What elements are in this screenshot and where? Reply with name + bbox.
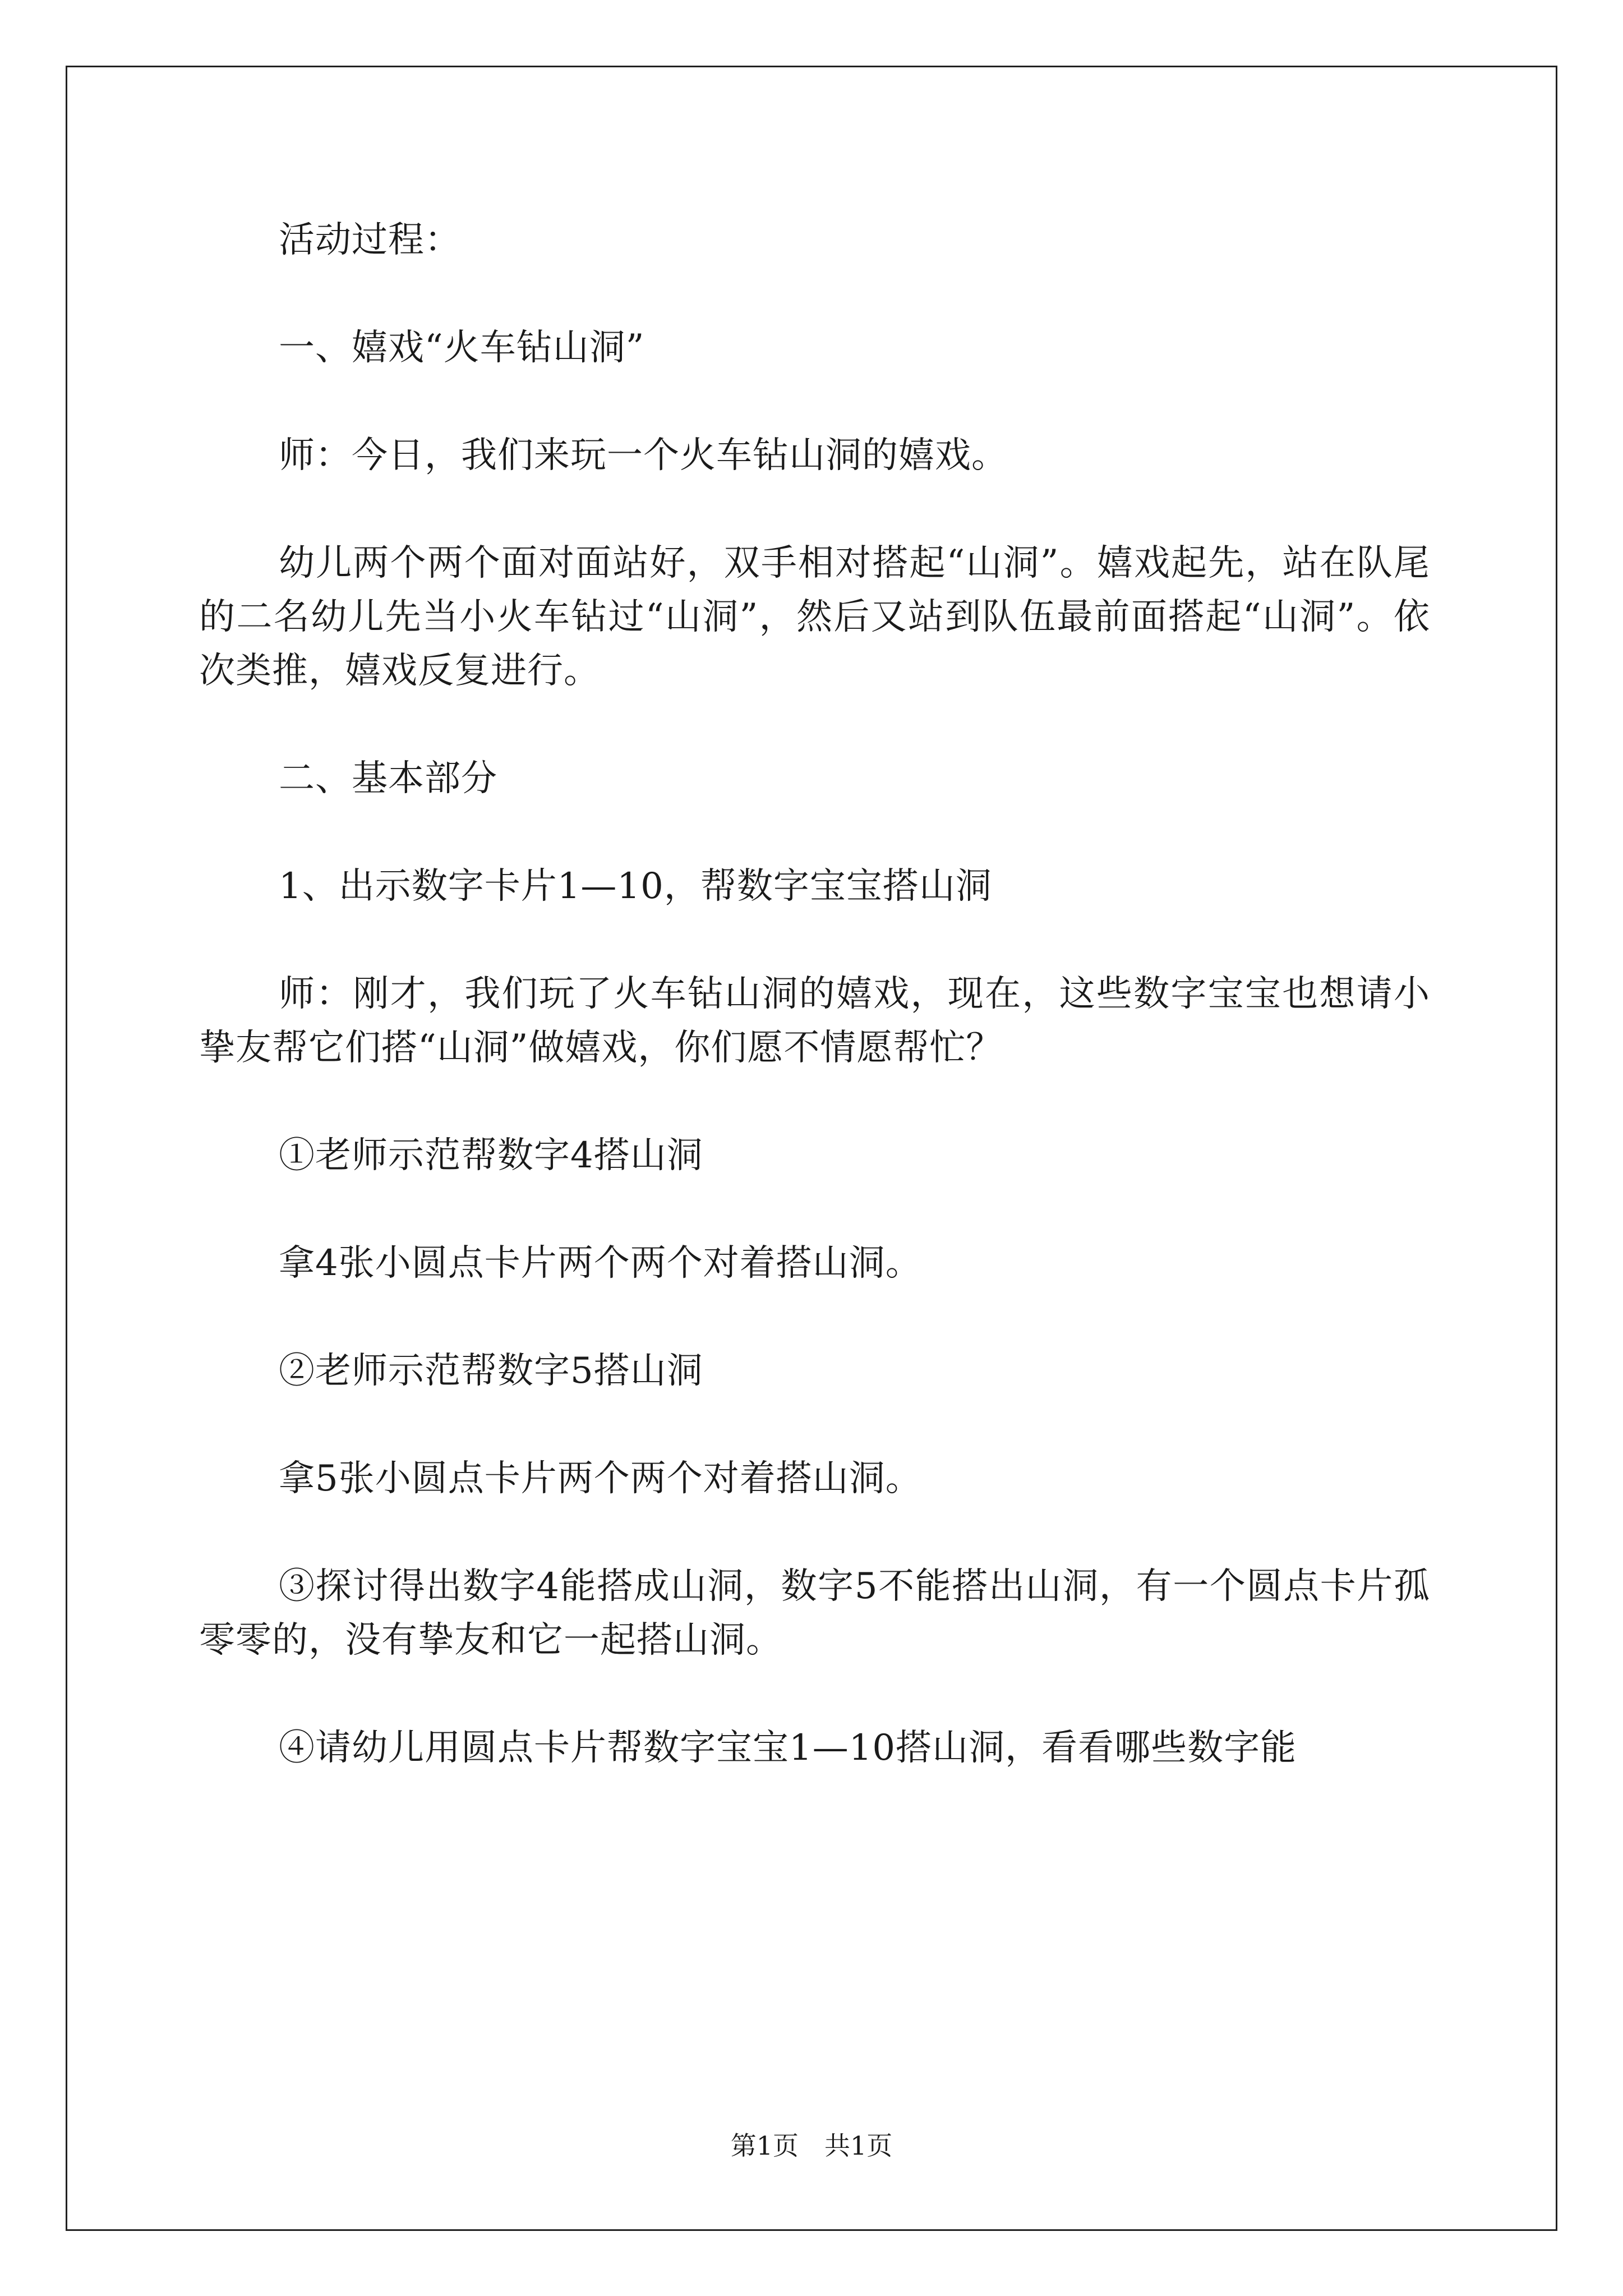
paragraph-activity-process: 活动过程： xyxy=(279,219,461,261)
paragraph-teacher-question: 师：刚才，我们玩了火车钻山洞的嬉戏，现在，这些数字宝宝也想请小挚友帮它们搭“山洞”做嬉戏，你们愿不情愿帮忙？ xyxy=(199,973,1430,1069)
paragraph-four-cards: 拿4张小圆点卡片两个两个对着搭山洞。 xyxy=(279,1243,922,1284)
paragraph-section-one-heading: 一、嬉戏“火车钻山洞” xyxy=(279,327,645,369)
paragraph-teacher-intro: 师：今日，我们来玩一个火车钻山洞的嬉戏。 xyxy=(279,435,1008,476)
paragraph-discussion: ③探讨得出数字4能搭成山洞，数字5不能搭出山洞，有一个圆点卡片孤零零的，没有挚友和它一起搭山洞。 xyxy=(199,1566,1430,1661)
paragraph-children-task: ④请幼儿用圆点卡片帮数字宝宝1—10搭山洞，看看哪些数字能 xyxy=(279,1727,1297,1769)
paragraph-demo-five: ②老师示范帮数字5搭山洞 xyxy=(279,1350,703,1392)
document-body xyxy=(199,213,1430,1829)
paragraph-section-two-heading: 二、基本部分 xyxy=(279,758,497,799)
paragraph-five-cards: 拿5张小圆点卡片两个两个对着搭山洞。 xyxy=(279,1458,922,1499)
paragraph-game-rules: 幼儿两个两个面对面站好，双手相对搭起“山洞”。嬉戏起先，站在队尾的二名幼儿先当小火车钻过“山洞”，然后又站到队伍最前面搭起“山洞”。依次类推，嬉戏反复进行。 xyxy=(199,542,1430,692)
paragraph-step-one: 1、出示数字卡片1—10，帮数字宝宝搭山洞 xyxy=(279,866,992,907)
page-footer: 第1页 共1页 xyxy=(730,2131,893,2161)
paragraph-demo-four: ①老师示范帮数字4搭山洞 xyxy=(279,1135,703,1176)
